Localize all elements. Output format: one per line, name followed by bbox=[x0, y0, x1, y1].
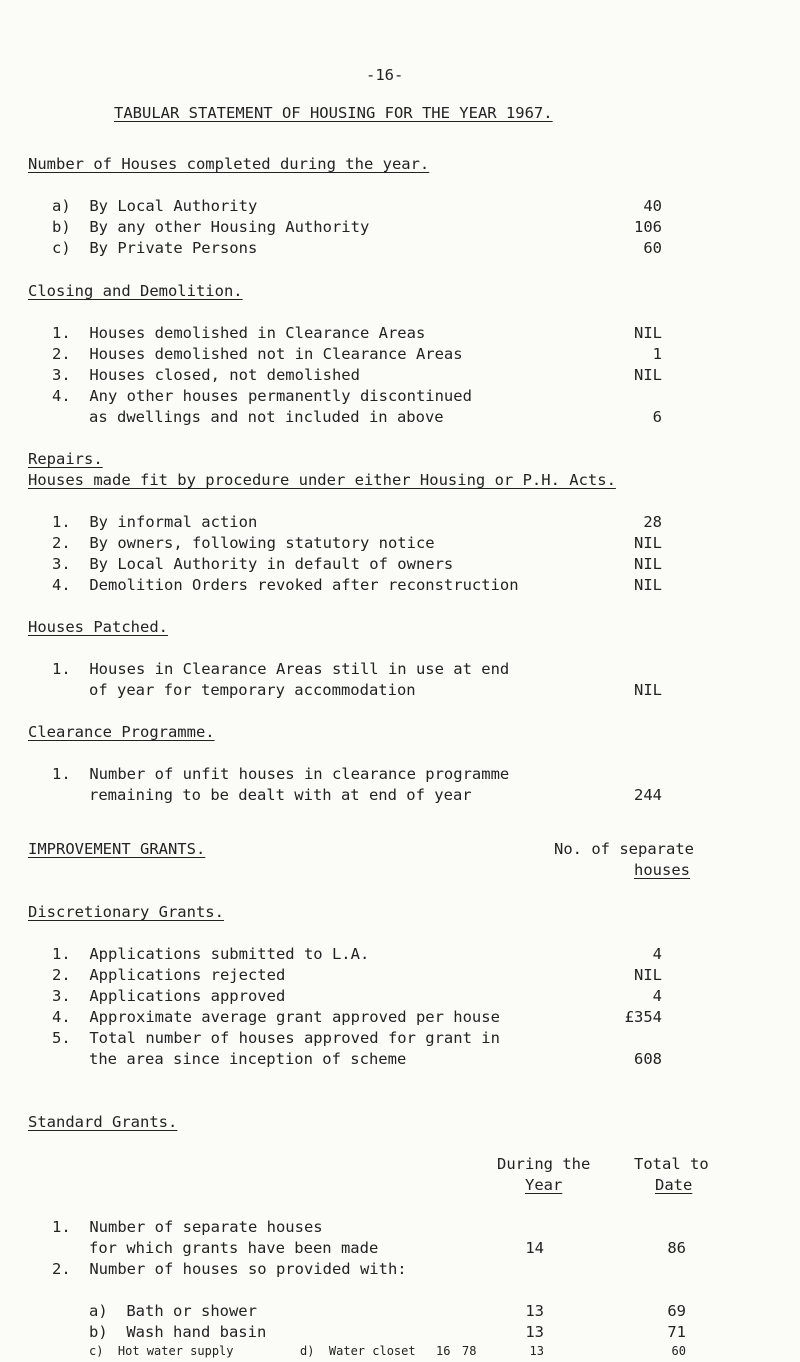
clearance-heading: Clearance Programme. bbox=[28, 723, 215, 741]
completed-item-label: c) By Private Persons bbox=[52, 239, 258, 257]
closing-item-value: 1 bbox=[652, 345, 662, 363]
standard-item-label: 1. Number of separate houses bbox=[52, 1218, 323, 1236]
completed-item-value: 106 bbox=[634, 218, 662, 236]
discretionary-item-value: 4 bbox=[652, 987, 662, 1005]
standard-item-total: 86 bbox=[667, 1239, 686, 1257]
discretionary-item-label-cont: the area since inception of scheme bbox=[89, 1050, 407, 1068]
discretionary-heading: Discretionary Grants. bbox=[28, 903, 224, 921]
standard-row-total: 60 bbox=[671, 1344, 686, 1358]
repairs-item-label: 2. By owners, following statutory notice bbox=[52, 534, 435, 552]
closing-item-label: 1. Houses demolished in Clearance Areas bbox=[52, 324, 426, 342]
patched-heading: Houses Patched. bbox=[28, 618, 168, 636]
page-number: -16- bbox=[366, 66, 404, 84]
closing-item-label-cont: as dwellings and not included in above bbox=[89, 408, 444, 426]
discretionary-item-label: 1. Applications submitted to L.A. bbox=[52, 945, 370, 963]
closing-item-label: 4. Any other houses permanently discontinued bbox=[52, 387, 472, 405]
clearance-item-value: 244 bbox=[634, 786, 662, 804]
clearance-item-label: 1. Number of unfit houses in clearance programme bbox=[52, 765, 510, 783]
completed-item-label: b) By any other Housing Authority bbox=[52, 218, 370, 236]
standard-row-total: 71 bbox=[667, 1323, 686, 1341]
repairs-item-label: 3. By Local Authority in default of owners bbox=[52, 555, 454, 573]
grants-col-header: No. of separate bbox=[554, 840, 694, 858]
closing-item-value: NIL bbox=[634, 366, 662, 384]
standard-row-total: 69 bbox=[667, 1302, 686, 1320]
completed-item-value: 60 bbox=[643, 239, 662, 257]
repairs-item-label: 1. By informal action bbox=[52, 513, 258, 531]
completed-item-label: a) By Local Authority bbox=[52, 197, 258, 215]
standard-item-label-cont: for which grants have been made bbox=[89, 1239, 379, 1257]
standard-row-label: c) Hot water supply bbox=[89, 1344, 234, 1358]
discretionary-item-label: 3. Applications approved bbox=[52, 987, 286, 1005]
standard-row-year: 13 bbox=[529, 1344, 544, 1358]
patched-item-label: 1. Houses in Clearance Areas still in use at end bbox=[52, 660, 510, 678]
standard-row-label: b) Wash hand basin bbox=[89, 1323, 267, 1341]
discretionary-item-value: NIL bbox=[634, 966, 662, 984]
repairs-item-value: NIL bbox=[634, 555, 662, 573]
standard-row-year: 13 bbox=[525, 1323, 544, 1341]
standard-row-label: a) Bath or shower bbox=[89, 1302, 257, 1320]
completed-heading: Number of Houses completed during the year. bbox=[28, 155, 430, 173]
discretionary-item-label: 5. Total number of houses approved for grant in bbox=[52, 1029, 500, 1047]
patched-item-label-cont: of year for temporary accommodation bbox=[89, 681, 416, 699]
grants-col-header-cont: houses bbox=[634, 861, 690, 879]
standard-col-total: Total to bbox=[634, 1155, 709, 1173]
repairs-heading: Repairs. bbox=[28, 450, 103, 468]
page-title: TABULAR STATEMENT OF HOUSING FOR THE YEAR 1967. bbox=[114, 104, 553, 122]
repairs-subheading: Houses made fit by procedure under either Housing or P.H. Acts. bbox=[28, 471, 616, 489]
repairs-item-label: 4. Demolition Orders revoked after reconstruction bbox=[52, 576, 519, 594]
closing-heading: Closing and Demolition. bbox=[28, 282, 243, 300]
standard-heading: Standard Grants. bbox=[28, 1113, 178, 1131]
closing-item-value: 6 bbox=[652, 408, 662, 426]
standard-row-year: 16 bbox=[436, 1344, 451, 1358]
closing-item-label: 2. Houses demolished not in Clearance Areas bbox=[52, 345, 463, 363]
grants-heading: IMPROVEMENT GRANTS. bbox=[28, 840, 206, 858]
repairs-item-value: NIL bbox=[634, 576, 662, 594]
standard-item-year: 14 bbox=[525, 1239, 544, 1257]
discretionary-item-value: £354 bbox=[624, 1008, 662, 1026]
discretionary-item-value: 608 bbox=[634, 1050, 662, 1068]
patched-item-value: NIL bbox=[634, 681, 662, 699]
standard-col-total-cont: Date bbox=[655, 1176, 693, 1194]
discretionary-item-value: 4 bbox=[652, 945, 662, 963]
standard-row-label: d) Water closet bbox=[300, 1344, 416, 1358]
closing-item-label: 3. Houses closed, not demolished bbox=[52, 366, 360, 384]
standard-col-year-cont: Year bbox=[525, 1176, 563, 1194]
closing-item-value: NIL bbox=[634, 324, 662, 342]
discretionary-item-label: 4. Approximate average grant approved per house bbox=[52, 1008, 500, 1026]
standard-col-year: During the bbox=[497, 1155, 591, 1173]
completed-item-value: 40 bbox=[643, 197, 662, 215]
standard-row-year: 13 bbox=[525, 1302, 544, 1320]
standard-item-label: 2. Number of houses so provided with: bbox=[52, 1260, 407, 1278]
repairs-item-value: 28 bbox=[643, 513, 662, 531]
standard-row-total: 78 bbox=[462, 1344, 477, 1358]
clearance-item-label-cont: remaining to be dealt with at end of year bbox=[89, 786, 472, 804]
repairs-item-value: NIL bbox=[634, 534, 662, 552]
discretionary-item-label: 2. Applications rejected bbox=[52, 966, 286, 984]
